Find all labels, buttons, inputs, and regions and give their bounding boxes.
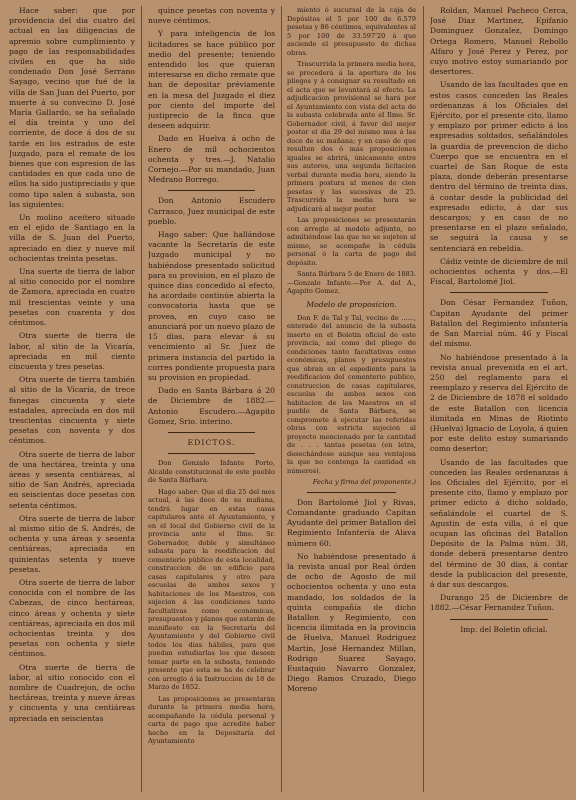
paragraph: Dado en Santa Bárbara á 20 de Diciembre de 1882.— Antonio Escudero.—Agapito Gomez, Srio. interino. [148, 386, 275, 426]
column-2 [148, 6, 275, 792]
paragraph: Trascurrida la primera media hora, se procederá á la apertura de los pliegos y á consignar su resultado en el acta que se levantará al efecto. La adjudicacion provisional se hará por el Ayuntamiento con vista del acta de la subasta celebrada ante el Ilmo. Sr. Gobernador civil, á favor del mejor postor el dia 29 del mismo mes á las doce de su mañana; y en caso de que resulten dos ó más proposiciones iguales se abrirá, únicamente entre sus autores, una segunda licitacion verbal durante media hora, siendo la primera postura al menos de cien pesetas y las sucesivas de 25. Trascurrida la media hora se adjudicará al mejor postor. [287, 60, 416, 213]
column-divider [141, 6, 142, 792]
paragraph: Don Bartolomé Jiol y Rivas, Comandante graduado Capitan Ayudante del primer Batallon del Regimiento Infantería de Alava número 60. [287, 497, 416, 548]
paragraph: Hago saber: Que hallándose vacante la Secretaría de este Juzgado municipal y no habiéndose presentado solicitud para su provision, en el plazo de quince dias concedido al efecto, ha acordado continúe abierta la convocatoria hasta que se provea, en cuyo caso se anunciará por un nuevo plazo de 15 dias, para elevar á su vencimiento al Sr. Juez de primera instancia del partido la corres pondiente propuesta para su provision en propiedad. [148, 230, 275, 382]
column-divider [423, 6, 424, 792]
paragraph: Roldan, Manuel Pacheco Cerca, José Diaz Martinez, Epifanio Dominguez Gonzalez, Domingo Ortega Romero, Manuel Rebollo Alfaro y José Perez y Perez, por cuyo motivo estoy sumariando por desertores. [430, 6, 568, 77]
paragraph: Santa Bárbara 5 de Enero de 1883.—Gonzalo Infante.—Por A. del A., Agapito Gomez. [287, 270, 416, 295]
paragraph: Durango 25 de Diciembre de 1882.—César Fernandez Tuñon. [430, 593, 568, 613]
paragraph: Las proposiciones se presentarán durante la primera media hora, acompañando la cédula personal y carta de pago que acredite haber hecho en la Depositaría del Ayuntamiento [148, 694, 275, 746]
printer-imprint: Imp. del Boletin oficial. [460, 624, 548, 634]
section-divider [168, 453, 255, 454]
paragraph: Usando de las facultades que conceden las Reales ordenanzas á los Oficiales del Ejército, por el presente cito, llamo y emplazo por primer edicto á dicho soldado, señalándole el cuartel de S. Agustin de esta villa, ó el que ocupan las oficinas del Batallon Depósito de la Palma núm. 38, donde deberá presentarse dentro del término de 30 dias, á contar desde la publicacion del presente, á dar sus descargos. [430, 457, 568, 589]
paragraph: Otra suerte de tierra de labor al mismo sitio de S. Andrés, de ochenta y una áreas y sesenta centiáreas, apreciada en quinientas setenta y nueve pesetas. [9, 513, 135, 574]
paragraph: Otra suerte de tierra de labor, al sitio de la Vicaría, apreciada en mil ciento cincuenta y tres pesetas. [9, 331, 135, 371]
paragraph: Usando de las facultades que en estos casos conceden las Reales ordenanzas á los Oficiales del Ejército, por el presente cito, llamo y emplazo por primer edicto á los expresados soldados, señalándoles la guardia de prevencion de dicho Cuerpo que se encuentra en el cuartel de San Roque de esta plaza, donde deberán presentarse dentro del término de treinta dias, á contar desde la publicidad del expresado edicto, á dar sus descargos; y en caso de no presentarse en el plazo señalado, se seguirá la causa y se sentenciará en rebeldía. [430, 80, 568, 253]
section-divider [450, 619, 548, 620]
paragraph: Hace saber: que por providencia del dia cuatro del actual en las diligencias de apremio sobre cumplimiento y pago de las responsabilidades civiles en que ha sido condenado Don José Serrano Sayago, vecino que fué de la villa de San Juan del Puerto, por muerte á su convecino D. José María Gallardo, se ha señalado el día treinta y uno del corriente, de doce á dos de su tarde en los estrados de este Juzgado, para el remate de los bienes que con espresion de las cantidades en que cada uno de ellos ha sido justipreciado y que como tipo salen á subasta, son las siguientes: [9, 6, 135, 209]
paragraph: Don Antonio Escudero Carrasco, Juez municipal de este pueblo. [148, 196, 275, 226]
column-3 [287, 6, 416, 792]
paragraph: Don César Fernandez Tuñon, Capitan Ayudante del primer Batallon del Regimiento infantería de San Marcial núm. 46 y Fiscal del mismo. [430, 298, 568, 349]
paragraph: quince pesetas con noventa y nueve céntimos. [148, 6, 275, 26]
column-divider [281, 6, 282, 792]
column-1 [9, 6, 135, 792]
signature-line: Fecha y firma del proponente.) [312, 478, 416, 487]
paragraph: Un molino aceitero situado en el ejido de Santiago en la villa de S. Juan del Puerto, apreciado en diez y nueve mil ochocientas treinta pesetas. [9, 213, 135, 263]
paragraph: Una suerte de tierra de labor al sitio conocido por el nombre de Zamora, apreciada en cuatro mil trescientas veinte y una pesetas con cuarenta y dos céntimos. [9, 267, 135, 328]
section-divider [450, 292, 548, 293]
paragraph: Don Gonzalo Infante Porto, Alcalde constitucional de este pueblo de Santa Bárbara. [148, 459, 275, 485]
paragraph: Don F. de Tal y Tal, vecino de ......, enterado del anuncio de la subasta inserto en el Boletin oficial de este provincia, así como del pliego de condiciones tanto facultativas como económicas, planos y presupuestos que obran en el espediente para la reedificacion del cementerio público, construccion de casas capitulares, escuelas de ambos sexos con habitacion de los Maestros en el pueblo de Santa Bárbara, se compromete á ejecutar las referidas obras con estricta sujecion al proyecto mencionado por la cantidad de . . . tantas pesetas (en letra, desechándose aunque sea ventajosa la que no contenga la cantidad en números). [287, 313, 416, 475]
column-4 [430, 6, 568, 792]
paragraph: Las proposiciones se presentarán con arreglo al modelo adjunto, no admitiéndose las que no se sujeten al mismo, se acompañe la cédula personal ó la carta de pago del depósito. [287, 216, 416, 267]
paragraph: No habiéndose presentado á la revista anual por Real órden de ocho de Agosto de mil ochocientos ochenta y uno esta mandado, los soldados de la quinta compañía de dicho Batallon y Regimiento, con licencia ilimitada en la provincia de Huelva, Manuel Rodriguez Martin, José Hernandez Millan, Rodrigo Suarez Sayago, Eustaquio Navarro Gonzalez, Diego Ramos Cruzado, Diego Moreno [287, 551, 416, 694]
section-divider [307, 492, 396, 493]
section-divider [168, 190, 255, 191]
paragraph: Otra suerte de tierra de labor conocida con el nombre de las Cabezas, de cinco hectáreas, cinco áreas y ochenta y siete centiáreas, apreciada en dos mil ochocientas treinta y dos pesetas con ochenta y siete céntimos. [9, 577, 135, 659]
paragraph: Cádiz veinte de diciembre de mil ochocientos ochenta y dos.—El Fiscal, Bartolomé Jiol. [430, 256, 568, 287]
model-heading: Modelo de proposicion. [306, 299, 397, 309]
paragraph: Hago saber: Que el dia 25 del mes actual, á las doce de su mañana, tendrá lugar en estas casas capitulares ante el Ayuntamiento, y en el local del Gobierno civil de la provincia ante el Ilmo. Sr. Gobernador, doble y simultáneo subasta para la reedificacion del cementerio público de esta localidad, construccion de un edificio para casas capitulares y otro para escuelas de ambos sexos y habitaciones de los Maestros, con sujecion á las condiciones tanto facultativas como económicas, presupuestos y planos que estarán de manifiesto en la Secretaría del Ayuntamiento y del Gobierno civil todos los dias hábiles, para que puedan estudiarlas los que deseen tomar parte en la subasta, teniendo presente que esta se ha de celebrar con arreglo á la Instruccion de 18 de Marzo de 1852. [148, 487, 275, 692]
paragraph: Otra suerte de tierra de labor, al sitio conocido con el nombre de Cuadrejon, de ocho hectáreas, treinta y nueve áreas y cincuenta y una centiáreas apreciada en seiscientas [9, 662, 135, 723]
section-heading: EDICTOS. [187, 437, 236, 447]
paragraph: Y para inteligencia de los licitadores se hace público por medio del presente; teniendo entendido los que quieran interesarse en dicho remate que han de depositar préviamente en la mesa del Juzgado el diez por ciento del importe del justiprecio de la finca que deseen adquirir. [148, 29, 275, 131]
paragraph: Dado en Huelva á ocho de Enero de mil ochocientos ochenta y tres.—J. Natalio Cornejo.—Por su mandado, Juan Medrano Borrego. [148, 134, 275, 185]
paragraph: Otra suerte de tierra también al sitio de la Vicaría, de trece fanegas cincuenta y siete estadales, apreciada en dos mil trescientas cincuenta y siete pesetas con noventa y dos céntimos. [9, 375, 135, 446]
paragraph: No habiéndose presentado á la revista anual prevenida en el art. 250 del reglamento para el reemplazo y reserva del Ejército de 2 de Diciembre de 1878 el soldado de este Batallon con licencia ilimitada en Minas de Riotinto (Huelva) Ignacio de Loyola, á quien por este delito estoy sumariando como desertor; [430, 352, 568, 454]
paragraph: Otra suerte de tierra de labor de una hectárea, treinta y una áreas y sesenta centiáreas, al sitio de San Andrés, apreciada en seiscientas doce pesetas con setenta céntimos. [9, 449, 135, 510]
paragraph: miento ó sucursal de la caja de Depósitos el 5 por 100 de 6.579 pesetas y 86 céntimos, equivalentes al 5 por 100 de 33.597'20 á que asciende el presupuesto de dichas obras. [287, 6, 416, 57]
section-divider [168, 432, 255, 433]
